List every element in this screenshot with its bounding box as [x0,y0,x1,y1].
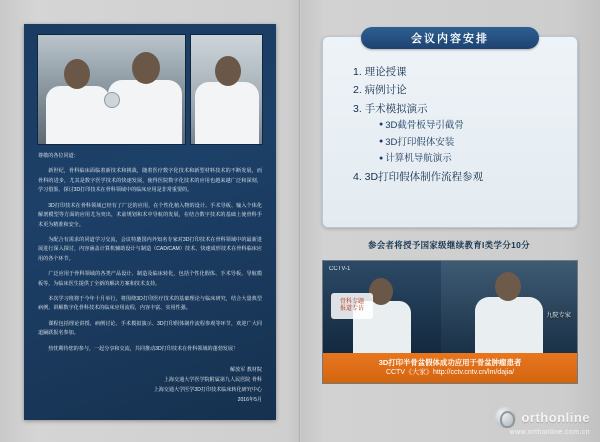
doctor-figure-head [495,272,521,301]
agenda-subitem: ● 3D截骨板导引截骨 [379,118,553,135]
letter-paragraph: 为配合有需求的同道学习交流，会议特邀国内外知名专家对3D打印技术在骨科领域中的最新进展进行深入探讨，内容涵盖计算机辅助设计与制造（CAD/CAM）技术、快速成形技术在骨科临床应用的各个环节。 [38,236,262,262]
agenda-subitem: ● 3D打印假体安装 [379,135,553,152]
photo-group [37,34,263,143]
cctv-logo-icon: CCTV-1 [329,266,351,272]
tv-badge-line1: 骨科专题 [339,298,364,305]
watermark-brand: orthonline [521,410,590,425]
agenda-box [322,33,578,228]
implant-specimen-icon [104,92,120,108]
doctor-figure-head [64,59,90,89]
letter-paragraph: 课程包括理论讲授、病例讨论、手术模拟演示、3D打印假体制作流程参观等环节，欢迎广大同道踊跃报名参加。 [38,320,262,337]
doctor-figure-head [132,52,160,84]
tv-badge-line2: 报道专访 [339,306,364,312]
signature-date: 2016年5月 [237,397,262,404]
doctor-figure-body [475,297,543,353]
signature-line: 上海交通大学医学3D打印技术临床转化研究中心 [153,387,262,394]
agenda-item: 4. 3D打印假体制作流程参观 [353,171,484,183]
orthonline-logo-icon [495,407,516,428]
tv-caption-line1: 3D打印半骨盆假体成功应用于骨盆肿瘤患者 [378,358,522,368]
right-panel [322,24,576,420]
tv-screenshot [322,260,578,384]
letter-salutation: 尊敬的各位同道： [38,153,79,159]
letter-paragraph: 广泛应用于骨科领域的各类产品设计、制造及临床转化，包括个性化假体、手术导板、导航模板等，为临床医生提供了全新的解决方案和技术支持。 [38,271,262,287]
letter-paragraph: 新世纪，骨科临床面临着新技术和挑战，随着医疗数字化技术和新型材料技术的不断发展，而骨科的进步，尤其是数字医学技术的快速发展，使得医院数字化技术的应用也越来越广泛和深刻，学习借鉴、探讨3D打印技术在骨科领域中的临床应用是非常重要的。 [38,168,262,194]
tv-caption [323,353,577,383]
fold-line [299,0,301,442]
watermark [495,407,590,436]
agenda-list [353,63,553,186]
letter-signature [82,366,262,406]
agenda-item: 2. 病例讨论 [353,84,407,97]
tv-scene-right [441,261,577,353]
letter-paragraph: 3D打印技术在骨科领域已经有了广泛的应用，在个性化植入物的设计、手术导板、输入个体化解剖模型等方面的应用尤为突出，术前规划和术中导航的发展，在结合数字技术的基础上使骨科手术更为精准和安全。 [38,202,262,228]
agenda-subitem: ● 计算机导航演示 [379,151,553,168]
watermark-url: www.orthonline.com.cn [509,429,590,436]
signature-line: 上海交通大学医学院附属第九人民医院 骨科 [163,377,262,384]
letter-paragraph: 热忱期待您的参与，一起分享和交流，共同推动3D打印技术在骨科领域的蓬勃发展！ [48,345,239,352]
doctor-figure-body [195,82,259,144]
doctor-figure-body [108,80,182,144]
tv-caption-line2: CCTV《大家》http://cctv.cntv.cn/lm/dajia/ [385,369,515,377]
tv-guest-name: 九院专家 [546,312,571,319]
signature-line: 解放军 教材院 [230,367,262,374]
photo-doctor-portrait [190,34,263,145]
tv-image [323,261,577,353]
doctor-figure-body [46,86,110,144]
agenda-item: 1. 理论授课 [353,66,407,78]
credit-note: 参会者将授予国家级继续教育I类学分10分 [367,240,531,250]
left-panel [24,24,276,420]
letter-paragraph: 本次学习班将于今年十月举行，将围绕3D打印医疗技术的基础理论与临床研究，结合大量典型病例，讲解数字化骨科技术的临床应用流程，内容丰富、实用性强。 [38,296,262,312]
watermark-row [495,407,590,428]
invitation-letter [38,152,262,360]
tv-topic-badge [331,293,373,319]
photo-doctors-with-implant [37,34,186,145]
agenda-item: 3. 手术模拟演示 [353,102,428,115]
agenda-title: 会议内容安排 [361,27,539,49]
